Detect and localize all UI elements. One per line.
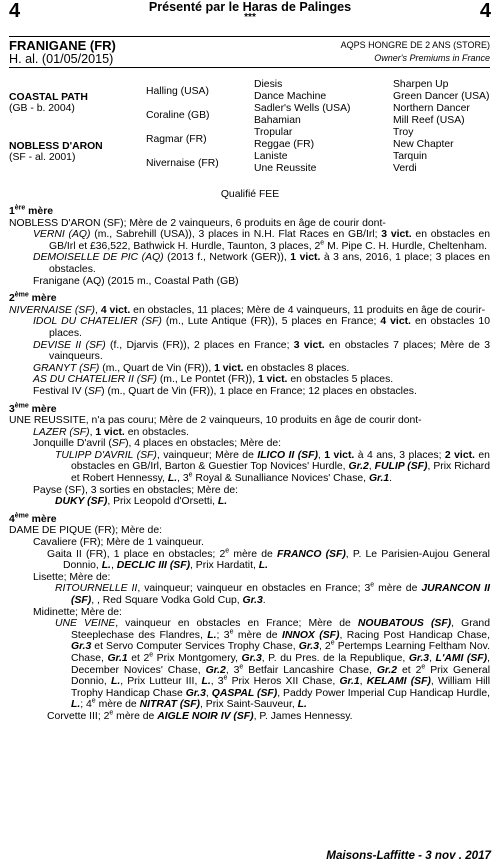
pedigree-gen3: Laniste: [254, 151, 288, 162]
pedigree-gen3: Reggae (FR): [254, 139, 315, 150]
horse-header: [9, 36, 490, 68]
pedigree-gen3: Sadler's Wells (USA): [254, 103, 351, 114]
pedigree-gen4: Green Dancer (USA): [393, 91, 490, 102]
sale-footer: Maisons-Laffitte - 3 nov . 2017: [326, 849, 491, 862]
stars-divider: ***: [244, 12, 256, 23]
horse-name: FRANIGANE (FR): [9, 38, 116, 53]
produce-entry: Gaita II (FR), 1 place en obstacles; 2e mère de FRANCO (SF), P. Le Parisien-Aujou General Donnio, L., DECLIC III (SF), Prix Hardatit, L.: [47, 547, 490, 572]
produce-entry: DUKY (SF), Prix Leopold d'Orsetti, L.: [55, 496, 228, 508]
dam-name: NOBLESS D'ARON: [9, 141, 103, 152]
pedigree-gen3: Une Reussite: [254, 163, 317, 174]
dam-line: UNE REUSSITE, n'a pas couru; Mère de 2 vainqueurs, 10 produits en âge de courir dont-: [9, 415, 422, 427]
produce-entry: DEVISE II (SF) (f., Djarvis (FR)), 2 places en France; 3 vict. en obstacles 7 places; Mère de 3 vainqueurs.: [33, 339, 491, 363]
produce-entry: VERNI (AQ) (m., Sabrehill (USA)), 3 places in N.H. Flat Races en GB/Irl; 3 vict. en obstacles en GB/Irl et £36,522, Bathwick H. Hurdle, Taunton, 3 places, 2e M. Pipe C. H. Hurdle, Cheltenham.: [33, 229, 490, 252]
pedigree-gen4: Northern Dancer: [393, 103, 470, 114]
top-header: [9, 0, 491, 30]
section-heading-3: 3ème mère: [9, 402, 57, 415]
horse-description: H. al. (01/05/2015): [9, 52, 114, 66]
qualification: Qualifié FEE: [220, 189, 280, 200]
produce-entry: IDOL DU CHATELIER (SF) (m., Lute Antique (FR)), 5 places en France; 4 vict. en obstacles 10 places.: [33, 316, 490, 339]
pedigree-gen4: Troy: [393, 127, 414, 138]
produce-entry: TULIPP D'AVRIL (SF), vainqueur; Mère de ILICO II (SF), 1 vict. à 4 ans, 3 places; 2 vict. en obstacles en GB/Irl, Barton & Guestier Top Novices' Hurdle, Gr.2, FULIP (SF), Prix Richard et Robert Hennessy, L., 3e Royal & Sunalliance Novices' Chase, Gr.1.: [55, 449, 490, 485]
pedigree-gen3: Dance Machine: [254, 91, 327, 102]
lot-number-left: 4: [9, 0, 21, 22]
produce-entry: Festival IV (SF) (m., Quart de Vin (FR)), 1 place en France; 12 places en obstacles.: [33, 385, 417, 397]
produce-entry: GRANYT (SF) (m., Quart de Vin (FR)), 1 vict. en obstacles 8 places.: [33, 362, 350, 374]
dam-line: DAME DE PIQUE (FR); Mère de:: [9, 525, 162, 537]
section-heading-1: 1ère mère: [9, 204, 54, 217]
lot-number-right: 4: [479, 0, 491, 22]
section-heading-2: 2ème mère: [9, 291, 57, 305]
pedigree-gen4: New Chapter: [393, 139, 454, 150]
owner-premiums: Owner's Premiums in France: [374, 53, 490, 63]
pedigree-gen3: Tropular: [254, 127, 293, 138]
produce-entry: Lisette; Mère de:: [33, 571, 111, 583]
produce-entry: LAZER (SF), 1 vict. en obstacles.: [33, 426, 189, 438]
produce-entry: Corvette III; 2e mère de AIGLE NOIR IV (SF), P. James Hennessy.: [47, 709, 353, 722]
pedigree-gen4: Verdi: [393, 163, 417, 174]
presented-by: Présenté par le Haras de Palinges: [148, 0, 352, 14]
dam-description: (SF - al. 2001): [9, 152, 76, 163]
catalogue-body: [9, 200, 490, 723]
race-type: AQPS HONGRE DE 2 ANS (STORE): [340, 40, 490, 50]
produce-entry: Midinette; Mère de:: [33, 606, 122, 618]
produce-entry: Cavaliere (FR); Mère de 1 vainqueur.: [33, 537, 204, 549]
pedigree-gen3: Diesis: [254, 79, 283, 90]
section-heading-4: 4ème mère: [9, 512, 57, 525]
produce-entry: UNE VEINE, vainqueur en obstacles en France; Mère de NOUBATOUS (SF), Grand Steeplechase des Flandres, L.; 3e mère de INNOX (SF), Racing Post Handicap Chase, Gr.3 et Servo Computer Services Trophy Chase, Gr.3, 2e Pertemps Learning Feltham Nov. Chase, Gr.1 et 2e Prix Montgomery, Gr.3, P. du Pres. de la Republique, Gr.3, L'AMI (SF), December Novices' Chase, Gr.2, 3e Betfair Lancashire Chase, Gr.2 et 2e Prix General Donnio, L., Prix Lutteur III, L., 3e Prix Heros XII Chase, Gr.1, KELAMI (SF), William Hill Trophy Handicap Chase Gr.3, QASPAL (SF), Paddy Power Imperial Cup Handicap Hurdle, L.; 4e mère de NITRAT (SF), Prix Saint-Sauveur, L.: [55, 618, 491, 711]
pedigree-gen3: Bahamian: [254, 115, 301, 126]
pedigree-gen2: Coraline (GB): [146, 110, 210, 121]
dam-line: NIVERNAISE (SF), 4 vict. en obstacles, 11 places; Mère de 4 vainqueurs, 11 produits en âge de courir-: [9, 304, 486, 316]
pedigree-gen4: Sharpen Up: [393, 79, 449, 90]
produce-entry: Jonquille D'avril (SF), 4 places en obstacles; Mère de:: [33, 438, 282, 450]
pedigree-gen2: Nivernaise (FR): [146, 158, 219, 169]
produce-entry: DEMOISELLE DE PIC (AQ) (2013 f., Network (GER)), 1 vict. à 3 ans, 2016, 1 place; 3 places en obstacles.: [33, 252, 490, 275]
dam-line: NOBLESS D'ARON (SF); Mère de 2 vainqueurs, 6 produits en âge de courir dont-: [9, 217, 386, 229]
produce-entry: Payse (SF), 3 sorties en obstacles; Mère de:: [33, 484, 239, 496]
pedigree-gen4: Mill Reef (USA): [393, 115, 465, 126]
produce-entry: RITOURNELLE II, vainqueur; vainqueur en obstacles en France; 3e mère de JURANCON II (SF), , Red Square Vodka Gold Cup, Gr.3.: [55, 581, 490, 606]
produce-entry: Franigane (AQ) (2015 m., Coastal Path (GB): [33, 275, 239, 287]
produce-entry: AS DU CHATELIER II (SF) (m., Le Pontet (FR)), 1 vict. en obstacles 5 places.: [33, 374, 394, 386]
sire-description: (GB - b. 2004): [9, 103, 75, 114]
pedigree-gen2: Ragmar (FR): [146, 134, 207, 145]
pedigree-gen4: Tarquin: [393, 151, 428, 162]
pedigree-gen2: Halling (USA): [146, 86, 209, 97]
sire-name: COASTAL PATH: [9, 92, 88, 103]
